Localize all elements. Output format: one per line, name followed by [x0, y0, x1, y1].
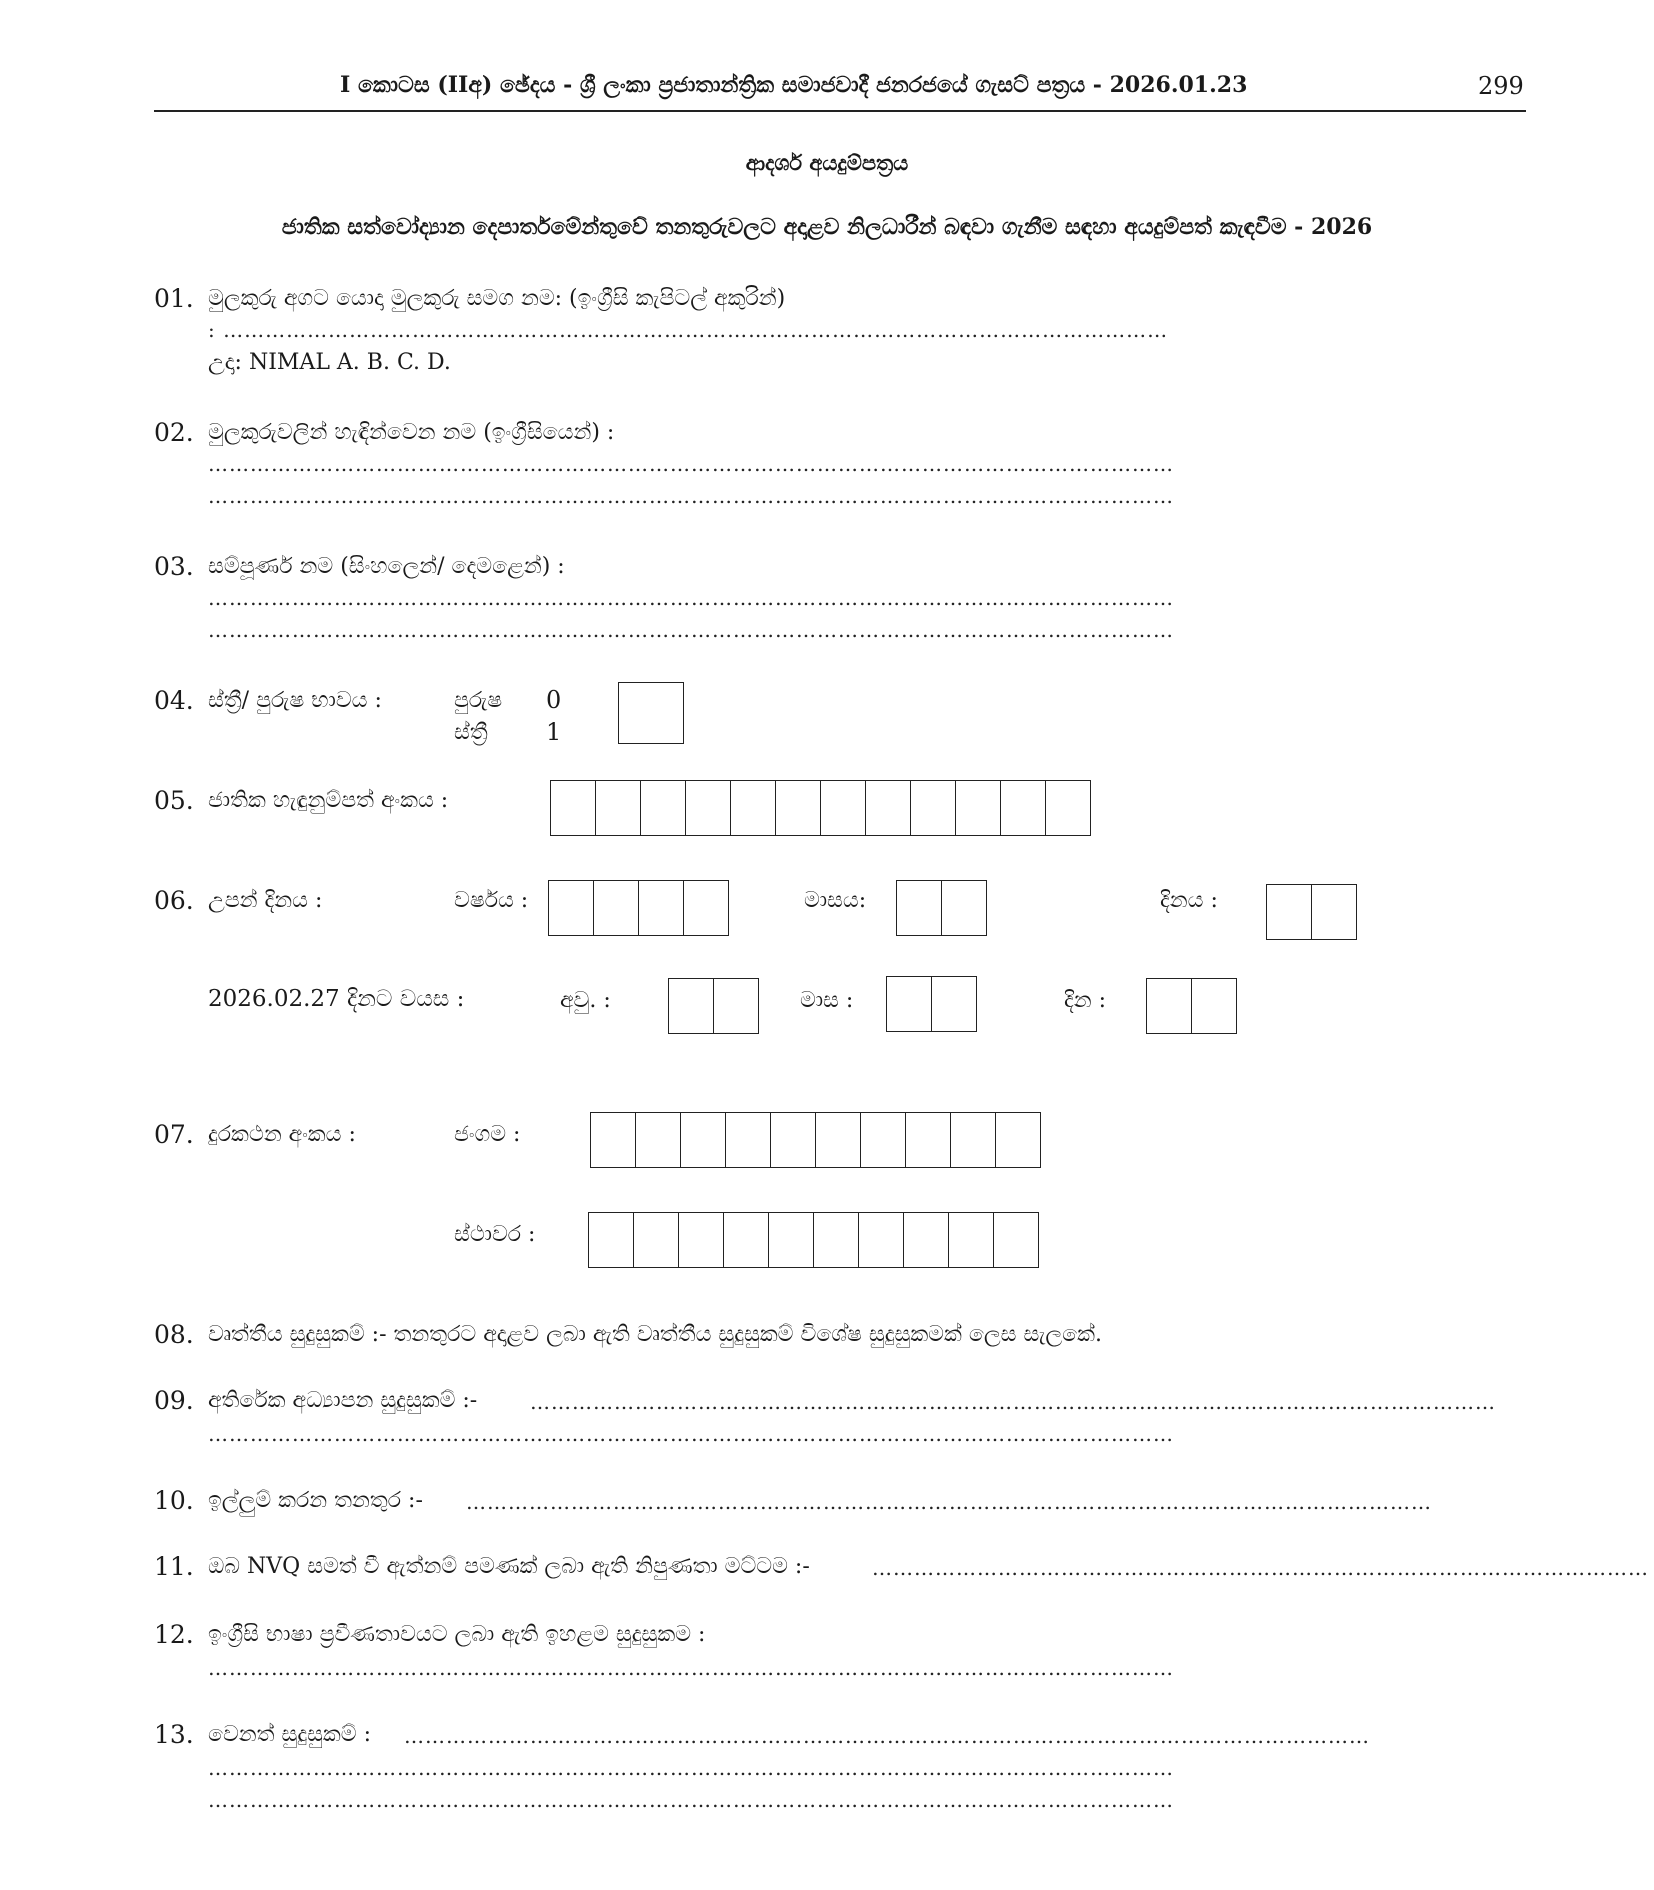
- mobile-digit-box[interactable]: [590, 1112, 635, 1168]
- q06-age-days-boxes[interactable]: [1146, 978, 1237, 1034]
- mobile-digit-box[interactable]: [815, 1112, 860, 1168]
- q06-year-label: වර්ෂය :: [454, 888, 529, 913]
- q02-answer-line-2[interactable]: …………………………………………………………………………………………………………………………: [208, 484, 1174, 508]
- page-number: 299: [1478, 72, 1524, 100]
- q07-landline-boxes[interactable]: [588, 1212, 1039, 1268]
- q03-label: සම්පූර්ණ නම (සිංහලෙන්/ දෙමළෙන්) :: [208, 554, 565, 579]
- landline-digit-box[interactable]: [723, 1212, 768, 1268]
- q04-code-male: 0: [546, 686, 562, 714]
- month-digit-box[interactable]: [896, 880, 941, 936]
- age-days-digit-box[interactable]: [1191, 978, 1237, 1034]
- year-digit-box[interactable]: [638, 880, 683, 936]
- mobile-digit-box[interactable]: [905, 1112, 950, 1168]
- mobile-digit-box[interactable]: [725, 1112, 770, 1168]
- q06-age-years-boxes[interactable]: [668, 978, 759, 1034]
- day-digit-box[interactable]: [1311, 884, 1357, 940]
- landline-digit-box[interactable]: [678, 1212, 723, 1268]
- q11-label: ඔබ NVQ සමත් වී ඇත්නම් පමණක් ලබා ඇති නිපුණතා මට්ටම :-: [208, 1554, 810, 1579]
- mobile-digit-box[interactable]: [950, 1112, 995, 1168]
- q09-label: අතිරේක අධ්‍යාපන සුදුසුකම් :-: [208, 1388, 478, 1413]
- nic-digit-box[interactable]: [550, 780, 595, 836]
- year-digit-box[interactable]: [683, 880, 729, 936]
- landline-digit-box[interactable]: [858, 1212, 903, 1268]
- q04-option-female: ස්ත්‍රී: [454, 720, 488, 745]
- q07-mobile-label: ජංගම :: [454, 1122, 521, 1147]
- nic-digit-box[interactable]: [595, 780, 640, 836]
- q11-number: 11.: [154, 1552, 194, 1581]
- q06-age-label: 2026.02.27 දිනට වයස :: [208, 986, 465, 1012]
- q01-example: උදා: NIMAL A. B. C. D.: [208, 350, 451, 375]
- age-days-digit-box[interactable]: [1146, 978, 1191, 1034]
- q08-label: වෘත්තීය සුදුසුකම් :- තනතුරට අදාළව ලබා ඇති වෘත්තීය සුදුසුකම් විශේෂ සුදුසුකමක් ලෙස සැලකේ.: [208, 1322, 1103, 1347]
- q04-code-female: 1: [546, 718, 562, 746]
- q13-answer-line-3[interactable]: …………………………………………………………………………………………………………………………: [208, 1788, 1174, 1812]
- q01-label: මුලකුරු අගට යොදා මුලකුරු සමග නම: (ඉංග්‍රීසි කැපිටල් අකුරින්): [208, 286, 786, 311]
- mobile-digit-box[interactable]: [860, 1112, 905, 1168]
- landline-digit-box[interactable]: [813, 1212, 858, 1268]
- q03-answer-line-2[interactable]: …………………………………………………………………………………………………………………………: [208, 618, 1174, 642]
- q09-answer-line-1[interactable]: …………………………………………………………………………………………………………………………: [530, 1390, 1496, 1414]
- q10-label: ඉල්ලුම් කරන තනතුර :-: [208, 1488, 423, 1513]
- q06-age-days-label: දින :: [1064, 988, 1107, 1013]
- q11-answer-line[interactable]: …………………………………………………………………………………………………: [872, 1556, 1649, 1580]
- nic-digit-box[interactable]: [730, 780, 775, 836]
- q05-number: 05.: [154, 786, 194, 815]
- q08-number: 08.: [154, 1320, 194, 1349]
- nic-digit-box[interactable]: [820, 780, 865, 836]
- q07-landline-label: ස්ථාවර :: [454, 1222, 536, 1247]
- age-months-digit-box[interactable]: [931, 976, 977, 1032]
- q09-answer-line-2[interactable]: …………………………………………………………………………………………………………………………: [208, 1422, 1174, 1446]
- q04-number: 04.: [154, 686, 194, 715]
- age-years-digit-box[interactable]: [668, 978, 713, 1034]
- form-title: ආදර්ශ අයදුම්පත්‍රය: [745, 150, 909, 175]
- nic-digit-box[interactable]: [685, 780, 730, 836]
- q03-answer-line-1[interactable]: …………………………………………………………………………………………………………………………: [208, 586, 1174, 610]
- nic-digit-box[interactable]: [775, 780, 820, 836]
- landline-digit-box[interactable]: [993, 1212, 1039, 1268]
- q05-nic-boxes[interactable]: [550, 780, 1091, 836]
- month-digit-box[interactable]: [941, 880, 987, 936]
- q06-age-months-boxes[interactable]: [886, 976, 977, 1032]
- q12-number: 12.: [154, 1620, 194, 1649]
- gazette-header-title: I කොටස (IIඅ) ඡේදය - ශ්‍රී ලංකා ප්‍රජාතාන්ත්‍රික සමාජවාදී ජනරජයේ ගැසට් පත්‍රය - 2026.01.23: [340, 72, 1248, 98]
- q01-number: 01.: [154, 284, 194, 313]
- landline-digit-box[interactable]: [588, 1212, 633, 1268]
- nic-digit-box[interactable]: [640, 780, 685, 836]
- year-digit-box[interactable]: [593, 880, 638, 936]
- q13-number: 13.: [154, 1720, 194, 1749]
- q10-number: 10.: [154, 1486, 194, 1515]
- landline-digit-box[interactable]: [768, 1212, 813, 1268]
- age-months-digit-box[interactable]: [886, 976, 931, 1032]
- nic-digit-box[interactable]: [1045, 780, 1091, 836]
- q06-day-boxes[interactable]: [1266, 884, 1357, 940]
- q04-label: ස්ත්‍රී/ පුරුෂ භාවය :: [208, 688, 382, 713]
- q06-number: 06.: [154, 886, 194, 915]
- landline-digit-box[interactable]: [633, 1212, 678, 1268]
- q07-label: දුරකථන අංකය :: [208, 1122, 356, 1147]
- q02-answer-line-1[interactable]: …………………………………………………………………………………………………………………………: [208, 452, 1174, 476]
- age-years-digit-box[interactable]: [713, 978, 759, 1034]
- q02-label: මුලකුරුවලින් හැඳින්වෙන නම (ඉංග්‍රීසියෙන්) :: [208, 420, 615, 445]
- q13-answer-line-1[interactable]: …………………………………………………………………………………………………………………………: [404, 1724, 1370, 1748]
- q06-age-years-label: අවු. :: [560, 988, 611, 1013]
- nic-digit-box[interactable]: [1000, 780, 1045, 836]
- q09-number: 09.: [154, 1386, 194, 1415]
- q07-number: 07.: [154, 1120, 194, 1149]
- q04-gender-box[interactable]: [618, 682, 684, 744]
- mobile-digit-box[interactable]: [995, 1112, 1041, 1168]
- q06-label: උපන් දිනය :: [208, 888, 323, 913]
- q02-number: 02.: [154, 418, 194, 447]
- q06-year-boxes[interactable]: [548, 880, 729, 936]
- nic-digit-box[interactable]: [910, 780, 955, 836]
- q03-number: 03.: [154, 552, 194, 581]
- q07-mobile-boxes[interactable]: [590, 1112, 1041, 1168]
- q12-answer-line[interactable]: …………………………………………………………………………………………………………………………: [208, 1656, 1174, 1680]
- mobile-digit-box[interactable]: [635, 1112, 680, 1168]
- landline-digit-box[interactable]: [903, 1212, 948, 1268]
- form-subtitle: ජාතික සත්වෝද්‍යාන දෙපාර්තමේන්තුවේ තනතුරුවලට අදාළව නිලධාරීන් බඳවා ගැනීම සඳහා අයදුම්පත් කැඳවීම - 2026: [281, 214, 1373, 240]
- q06-day-label: දිනය :: [1160, 888, 1218, 913]
- q10-answer-line[interactable]: …………………………………………………………………………………………………………………………: [466, 1490, 1432, 1514]
- nic-digit-box[interactable]: [955, 780, 1000, 836]
- q06-month-label: මාසය:: [804, 888, 867, 913]
- q12-label: ඉංග්‍රීසි භාෂා ප්‍රවීණතාවයට ලබා ඇති ඉහළම සුදුසුකම :: [208, 1622, 706, 1647]
- q13-answer-line-2[interactable]: …………………………………………………………………………………………………………………………: [208, 1756, 1174, 1780]
- landline-digit-box[interactable]: [948, 1212, 993, 1268]
- year-digit-box[interactable]: [548, 880, 593, 936]
- day-digit-box[interactable]: [1266, 884, 1311, 940]
- q01-answer-line[interactable]: : ………………………………………………………………………………………………………………………: [208, 318, 1169, 342]
- q04-option-male: පුරුෂ: [454, 688, 503, 713]
- q06-age-months-label: මාස :: [800, 988, 854, 1013]
- q06-month-boxes[interactable]: [896, 880, 987, 936]
- nic-digit-box[interactable]: [865, 780, 910, 836]
- q13-label: වෙනත් සුදුසුකම් :: [208, 1722, 372, 1747]
- q05-label: ජාතික හැඳුනුම්පත් අංකය :: [208, 788, 449, 813]
- header-divider: [154, 110, 1526, 112]
- mobile-digit-box[interactable]: [770, 1112, 815, 1168]
- mobile-digit-box[interactable]: [680, 1112, 725, 1168]
